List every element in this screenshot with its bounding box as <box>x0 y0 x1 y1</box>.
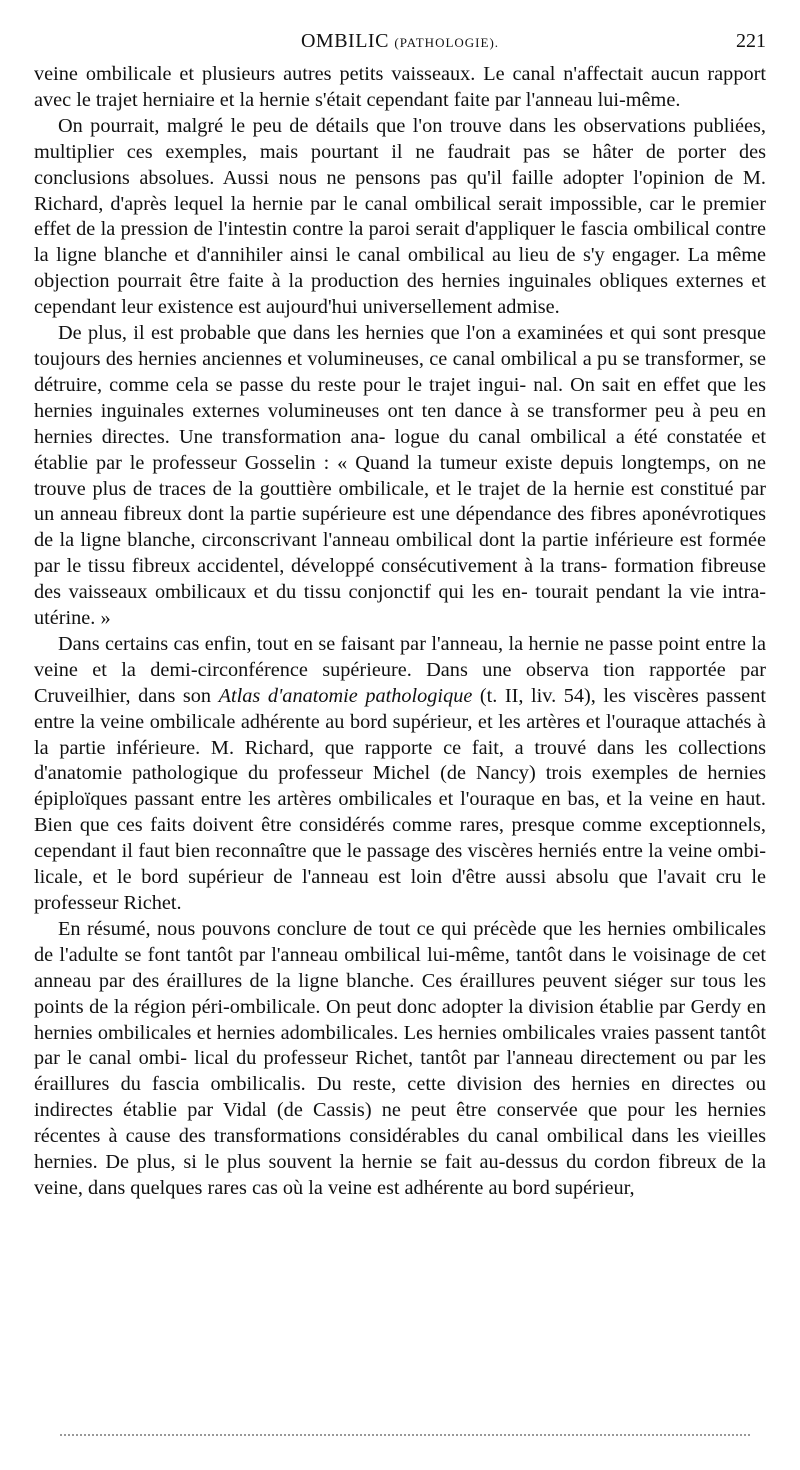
body-text <box>34 62 766 1202</box>
header-title <box>34 30 766 53</box>
paragraph-4 <box>34 632 766 917</box>
paragraph-5 <box>34 917 766 1202</box>
paragraph-text: (t. II, liv. 54), les viscères passent entre la veine ombilicale adhérente au bord supérieur, et les artères et l'ouraque attachés à la partie inférieure. M. Richard, que rapporte ce fait, a trouvé dans les collections d'anatomie pathologique du professeur Michel (de Nancy) trois exemples de hernies épiploïques passant entre les artères ombilicales et l'ouraque en bas, et la veine en haut. Bien que ces faits doivent être considérés comme rares, presque comme exceptionnels, cependant il faut bien reconnaître que le passage des viscères herniés entre la veine ombi- licale, et le bord supérieur de l'anneau est loin d'être aussi absolu que l'avait cru le professeur Richet. <box>34 684 766 914</box>
paragraph-text: En résumé, nous pouvons conclure de tout ce qui précède que les hernies ombilicales de l'adulte se font tantôt par l'anneau ombilical lui-même, tantôt dans le voisinage de cet anneau par des éraillures de la ligne blanche. Ces éraillures peuvent siéger sur tous les points de la région péri-ombilicale. On peut donc adopter la division établie par Gerdy en hernies ombilicales et hernies adombilicales. Les hernies ombilicales vraies passent tantôt par le canal ombi- lical du professeur Richet, tantôt par l'anneau directement ou par les éraillures du fascia ombilicalis. Du reste, cette division des hernies en directes ou indirectes établie par Vidal (de Cassis) ne peut être conservée que pour les hernies récentes à cause des transformations considérables du canal ombilical dans les vieilles hernies. De plus, si le plus souvent la hernie se fait au-dessus du cordon fibreux de la veine, dans quelques rares cas où la veine est adhérente au bord supérieur, <box>34 917 766 1199</box>
paragraph-text: On pourrait, malgré le peu de détails que l'on trouve dans les observations publiées, multiplier ces exemples, mais pourtant il ne faudrait pas se hâter de porter des conclusions absolues. Aussi nous ne pensons pas qu'il faille adopter l'opinion de M. Richard, d'après lequel la hernie par le canal ombilical serait impossible, car le premier effet de la pression de l'intestin contre la paroi serait d'appliquer le fascia ombilical contre la ligne blanche et d'annihiler ainsi le canal ombilical au lieu de s'y engager. La même objection pourrait être faite à la production des hernies inguinales obliques externes et cependant leur existence est aujourd'hui universellement admise. <box>34 114 766 319</box>
paragraph-2 <box>34 114 766 321</box>
running-header <box>34 26 766 60</box>
footer-rule <box>60 1434 750 1438</box>
paragraph-1 <box>34 62 766 114</box>
italic-title: Atlas d'anatomie pathologique <box>218 684 473 707</box>
paragraph-3 <box>34 321 766 632</box>
header-subtitle: (PATHOLOGIE). <box>394 35 500 50</box>
paragraph-text: Dans certains cas enfin, tout en se faisant par l'anneau, la hernie ne passe point entre la veine et la demi-circonférence supérieure. Dans une observa tion rapportée par Cruveilhier, dans son <box>34 632 766 707</box>
paragraph-text: De plus, il est probable que dans les hernies que l'on a examinées et qui sont presque toujours des hernies anciennes et volumineuses, ce canal ombilical a pu se transformer, se détruire, comme cela se passe du reste pour le trajet ingui- nal. On sait en effet que les hernies inguinales externes volumineuses ont ten dance à se transformer peu à peu en hernies directes. Une transformation ana- logue du canal ombilical a été constatée et établie par le professeur Gosselin : « Quand la tumeur existe depuis longtemps, on ne trouve plus de traces de la gouttière ombilicale, et le trajet de la hernie est constitué par un anneau fibreux dont la partie supérieure est une dépendance des fibres aponévrotiques de la ligne blanche, circonscrivant l'anneau ombilical dont la partie inférieure est formée par le tissu fibreux accidentel, développé consécutivement à la trans- formation fibreuse des vaisseaux ombilicaux et du tissu conjonctif qui les en- tourait pendant la vie intra-utérine. » <box>34 322 766 630</box>
header-title-text: OMBILIC <box>300 30 389 52</box>
paragraph-text: veine ombilicale et plusieurs autres petits vaisseaux. Le canal n'affectait aucun rapport avec le trajet herniaire et la hernie s'était cependant faite par l'anneau lui-même. <box>34 63 766 111</box>
page-number: 221 <box>736 30 766 52</box>
